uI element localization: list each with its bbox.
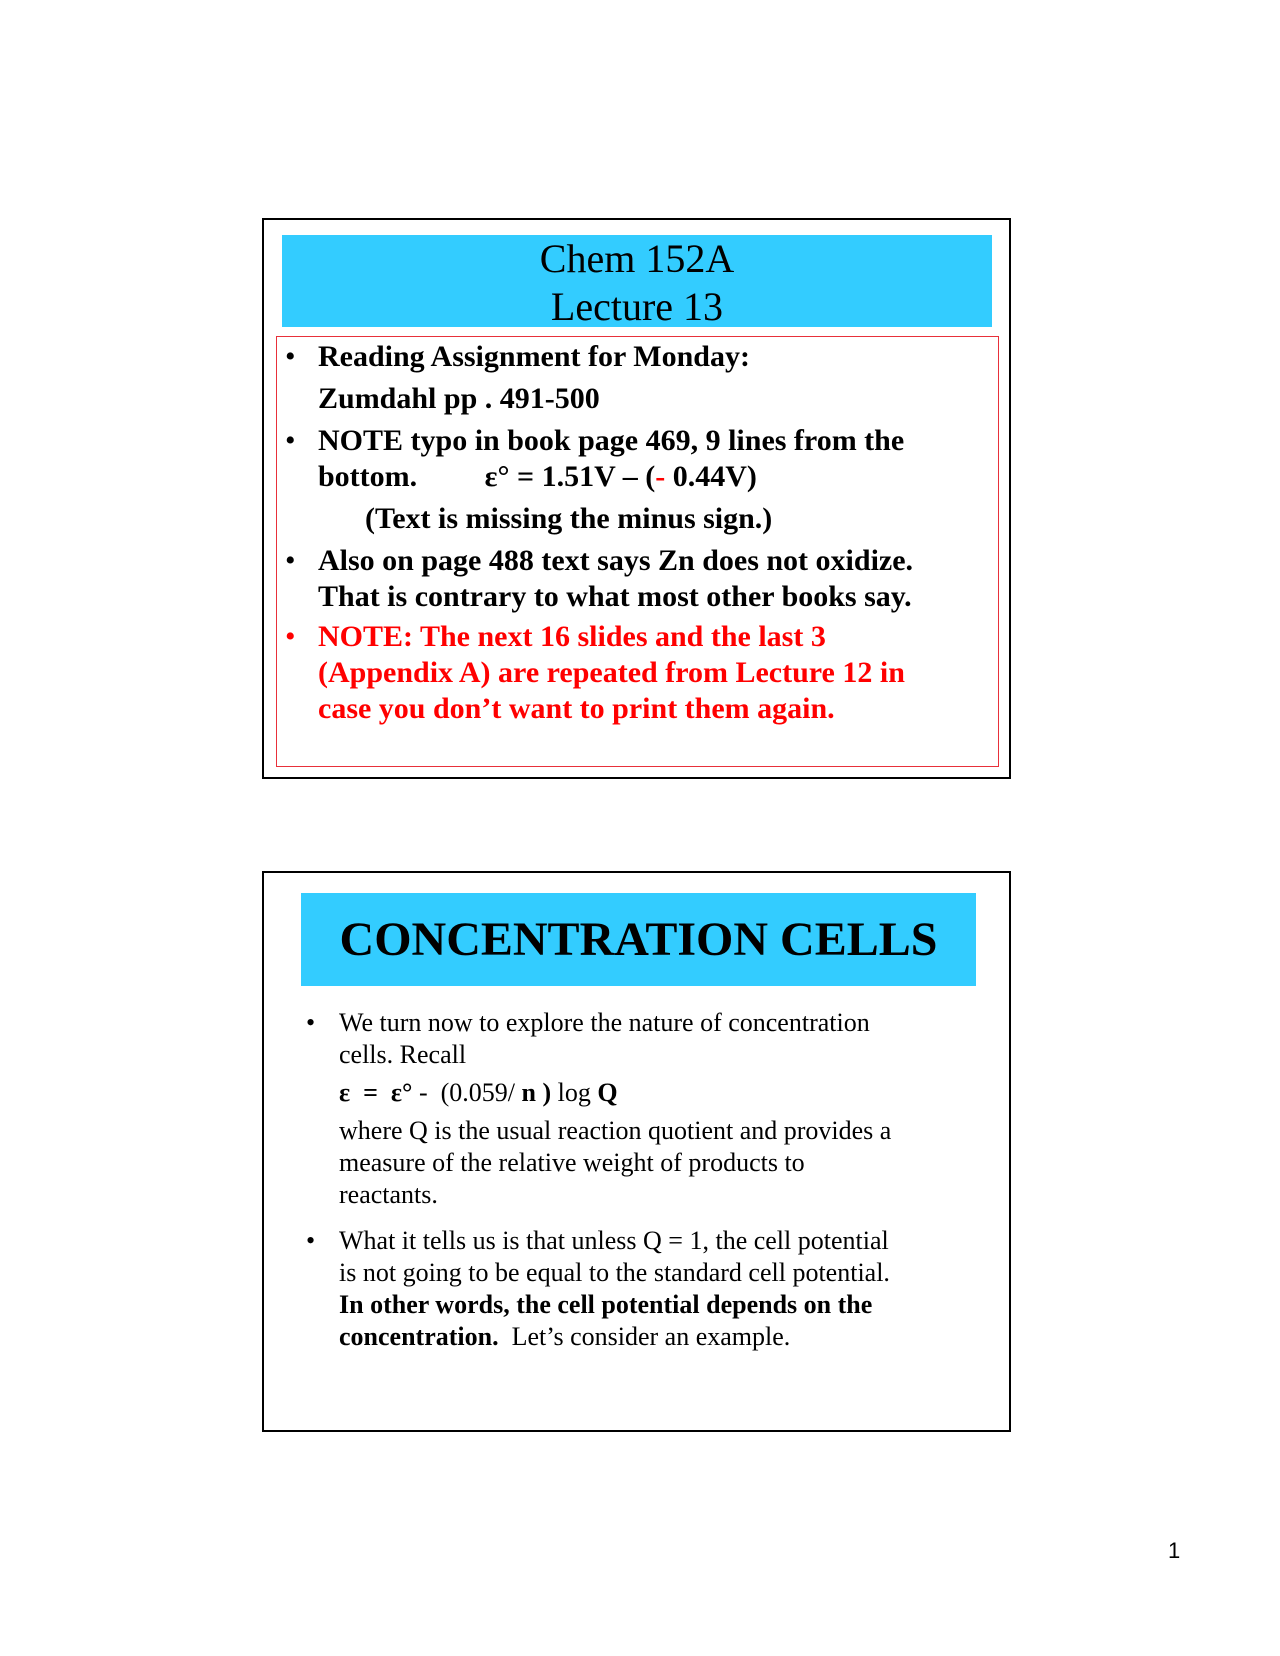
slide-2-bullet-concentration (306, 1007, 966, 1211)
bullet-text: NOTE typo in book page 469, 9 lines from the (318, 424, 905, 457)
slide-1-bullet-reading (285, 339, 985, 417)
equation-term: - (0.059/ (412, 1078, 522, 1107)
bullet-icon: • (306, 1226, 316, 1255)
bullet-text (318, 459, 985, 495)
slide-1 (262, 218, 1011, 779)
equation-lhs: ε = ε° (339, 1078, 413, 1107)
bullet-text: (Text is missing the minus sign.) (365, 502, 773, 535)
bullet-icon: • (306, 1008, 316, 1037)
slide-1-title-line-2: Lecture 13 (550, 284, 724, 329)
slide-1-bullet-typo (285, 423, 985, 537)
bullet-text: (Appendix A) are repeated from Lecture 12 in (318, 656, 905, 689)
nernst-equation (339, 1077, 966, 1109)
slide-2-title: CONCENTRATION CELLS (339, 913, 938, 966)
bullet-icon: • (285, 620, 296, 653)
equation-q: Q (597, 1078, 618, 1107)
emphasis-text: concentration. (339, 1322, 499, 1351)
slide-1-content-frame (276, 336, 999, 767)
slide-2 (262, 871, 1011, 1432)
bullet-text: where Q is the usual reaction quotient and provides a (339, 1116, 892, 1145)
slide-1-title-line-1: Chem 152A (539, 236, 735, 281)
equation-text: bottom. ε° = 1.51V – ( (318, 460, 656, 493)
bullet-text: cells. Recall (339, 1040, 467, 1069)
page-number: 1 (1168, 1538, 1181, 1563)
bullet-text: reactants. (339, 1180, 438, 1209)
bullet-text: Zumdahl pp . 491-500 (318, 382, 600, 415)
bullet-text: case you don’t want to print them again. (318, 692, 835, 725)
bullet-text: Also on page 488 text says Zn does not oxidize. (318, 544, 914, 577)
bullet-text: We turn now to explore the nature of concentration (339, 1008, 870, 1037)
slide-2-bullet-potential (306, 1225, 966, 1353)
bullet-text: Reading Assignment for Monday: (318, 340, 750, 373)
bullet-text: NOTE: The next 16 slides and the last 3 (318, 620, 826, 653)
slide-2-title-bar (301, 893, 976, 986)
minus-sign: - (655, 460, 666, 493)
slide-1-title-bar (282, 235, 992, 327)
slide-1-bullet-note (285, 619, 985, 727)
equation-text: 0.44V) (665, 460, 757, 493)
bullet-text: In other words, the cell potential depends on the (339, 1290, 873, 1319)
slide-1-bullet-zn (285, 543, 985, 615)
plain-text: Let’s consider an example. (498, 1322, 791, 1351)
bullet-text: That is contrary to what most other books say. (318, 580, 912, 613)
bullet-text: measure of the relative weight of products to (339, 1148, 805, 1177)
bullet-text: is not going to be equal to the standard cell potential. (339, 1258, 890, 1287)
bullet-text (339, 1321, 966, 1353)
bullet-icon: • (285, 544, 296, 577)
bullet-icon: • (285, 340, 296, 373)
equation-log: log (551, 1078, 598, 1107)
equation-n: n ) (521, 1078, 552, 1107)
bullet-icon: • (285, 424, 296, 457)
bullet-text: What it tells us is that unless Q = 1, the cell potential (339, 1226, 889, 1255)
